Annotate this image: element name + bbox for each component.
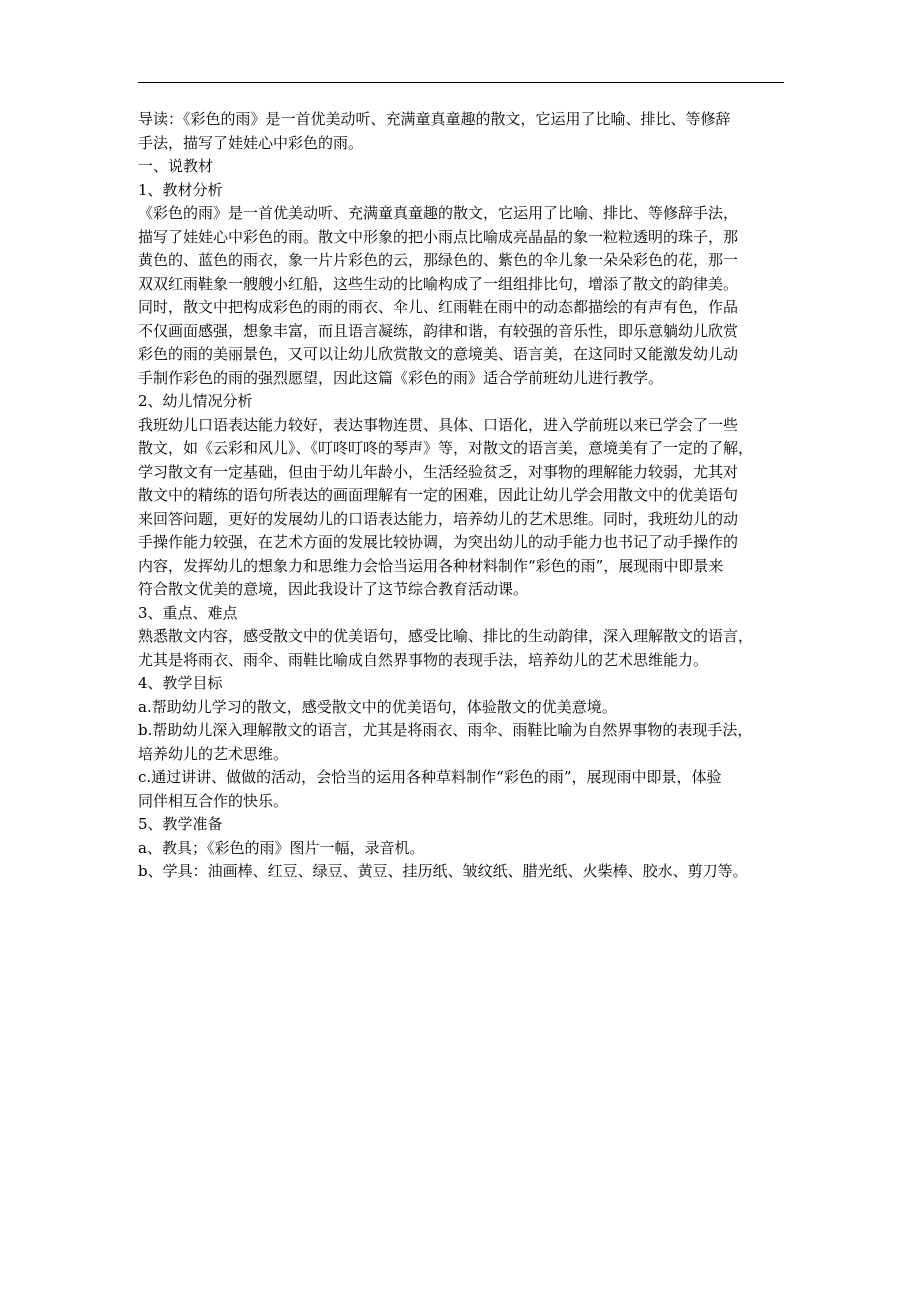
- text-line: b.帮助幼儿深入理解散文的语言，尤其是将雨衣、雨伞、雨鞋比喻为自然界事物的表现手法，: [138, 721, 753, 739]
- subheading-key-points: [138, 602, 794, 626]
- text-line: a、教具；《彩色的雨》图片一幅，录音机。: [138, 838, 425, 857]
- text-line: a.帮助幼儿学习的散文，感受散文中的优美语句，体验散文的优美意境。: [138, 697, 617, 716]
- text-line: 符合散文优美的意境，因此我设计了这节综合教育活动课。: [138, 580, 529, 598]
- text-line: 黄色的、蓝色的雨衣，象一片片彩色的云，那绿色的、紫色的伞儿象一朵朵彩色的花，那一: [138, 251, 739, 269]
- text-line: 彩色的雨的美丽景色，又可以让幼儿欣赏散文的意境美、语言美，在这同时又能激发幼儿动: [138, 345, 739, 363]
- text-line: 散文，如《云彩和风儿》、《叮咚叮咚的琴声》等，对散文的语言美，意境美有了一定的了解，: [138, 439, 754, 457]
- text-line: 我班幼儿口语表达能力较好，表达事物连贯、具体、口语化，进入学前班以来已学会了一些: [138, 415, 739, 434]
- text-line: 5、教学准备: [138, 815, 223, 833]
- prep-a: [138, 837, 794, 861]
- text-line: 一、说教材: [138, 157, 214, 175]
- text-line: 2、幼儿情况分析: [138, 392, 253, 410]
- text-line: 培养幼儿的艺术思维。: [138, 744, 289, 763]
- key-points-paragraph: [138, 625, 794, 672]
- text-line: 手制作彩色的雨的强烈愿望，因此这篇《彩色的雨》适合学前班幼儿进行教学。: [138, 368, 664, 387]
- text-line: 描写了娃娃心中彩色的雨。散文中形象的把小雨点比喻成亮晶晶的象一粒粒透明的珠子，那: [138, 227, 739, 246]
- text-line: 内容，发挥幼儿的想象力和思维力会恰当运用各种材料制作“彩色的雨”，展现雨中即景来: [138, 556, 724, 575]
- subheading-teaching-prep: [138, 813, 794, 837]
- text-line: c.通过讲讲、做做的活动，会恰当的运用各种草料制作“彩色的雨”，展现雨中即景，体验: [138, 768, 722, 786]
- text-line: 导读：《彩色的雨》是一首优美动听、充满童真童趣的散文，它运用了比喻、排比、等修辞: [138, 110, 731, 128]
- document-body: [138, 108, 794, 884]
- children-analysis-paragraph: [138, 414, 794, 602]
- text-line: 散文中的精练的语句所表达的画面理解有一定的困难，因此让幼儿学会用散文中的优美语句: [138, 486, 739, 504]
- text-line: 不仅画面感强，想象丰富，而且语言凝练，韵律和谐，有较强的音乐性，即乐意躺幼儿欣赏: [138, 321, 739, 340]
- goal-c: [138, 766, 794, 813]
- text-line: 同伴相互合作的快乐。: [138, 791, 289, 810]
- subheading-children-analysis: [138, 390, 794, 414]
- prep-b: [138, 860, 794, 884]
- text-line: 双双红雨鞋象一艘艘小红船，这些生动的比喻构成了一组组排比句，增添了散文的韵律美。: [138, 274, 739, 293]
- text-line: 熟悉散文内容，感受散文中的优美语句，感受比喻、排比的生动韵律，深入理解散文的语言，: [138, 627, 754, 645]
- text-line: 学习散文有一定基础，但由于幼儿年龄小，生活经验贫乏，对事物的理解能力较弱，尤其对: [138, 462, 739, 481]
- subheading-textbook-analysis: [138, 179, 794, 203]
- text-line: 同时，散文中把构成彩色的雨的雨衣、伞儿、红雨鞋在雨中的动态都描绘的有声有色，作品: [138, 298, 739, 316]
- intro-paragraph: [138, 108, 794, 155]
- goal-a: [138, 696, 794, 720]
- text-line: 3、重点、难点: [138, 603, 238, 622]
- text-line: 4、教学目标: [138, 674, 223, 692]
- text-line: b、学具：油画棒、红豆、绿豆、黄豆、挂历纸、皱纹纸、腊光纸、火柴棒、胶水、剪刀等。: [138, 862, 748, 880]
- goal-b: [138, 719, 794, 766]
- text-line: 《彩色的雨》是一首优美动听、充满童真童趣的散文，它运用了比喻、排比、等修辞手法，: [138, 204, 739, 222]
- text-line: 手法，描写了娃娃心中彩色的雨。: [138, 133, 364, 152]
- subheading-teaching-goals: [138, 672, 794, 696]
- text-line: 1、教材分析: [138, 180, 223, 199]
- text-line: 尤其是将雨衣、雨伞、雨鞋比喻成自然界事物的表现手法，培养幼儿的艺术思维能力。: [138, 650, 709, 669]
- textbook-analysis-paragraph: [138, 202, 794, 390]
- section-heading-1: [138, 155, 794, 179]
- text-line: 手操作能力较强，在艺术方面的发展比较协调，为突出幼儿的动手能力也书记了动手操作的: [138, 533, 739, 551]
- text-line: 来回答问题，更好的发展幼儿的口语表达能力，培养幼儿的艺术思维。同时，我班幼儿的动: [138, 509, 739, 528]
- header-rule: [138, 82, 784, 83]
